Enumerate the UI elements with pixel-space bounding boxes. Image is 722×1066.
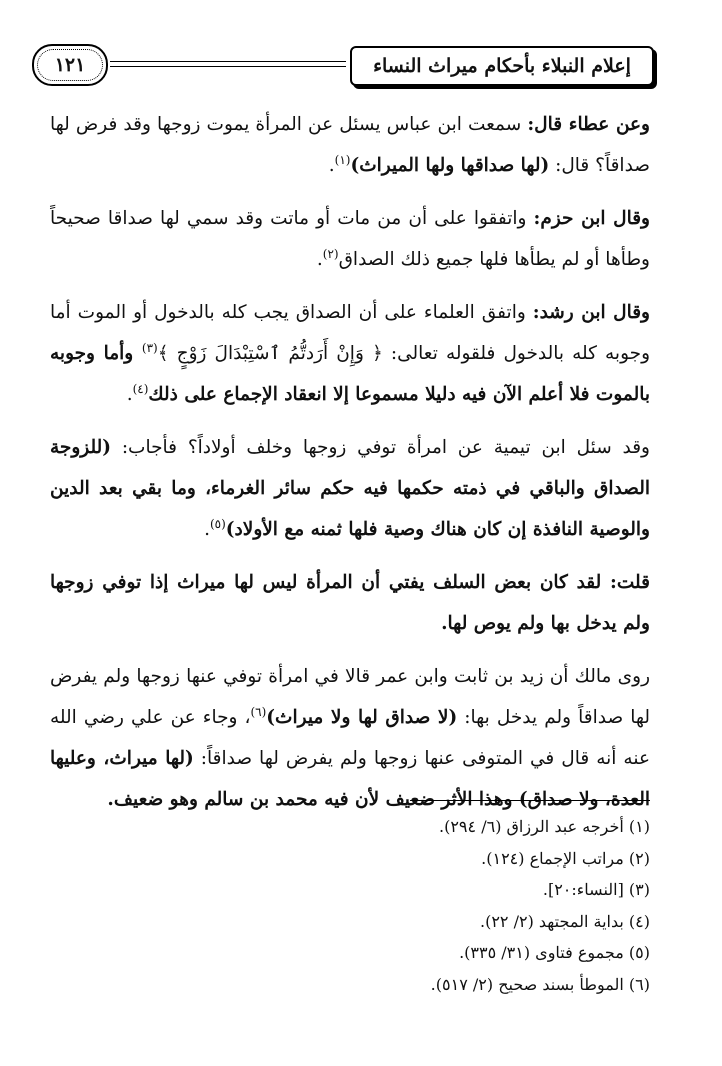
paragraph-text: سمعت ابن عباس يسئل عن المرأة يموت زوجها وقد فرض لها صداقاً؟ قال: <box>50 114 650 176</box>
header-rule-top <box>110 61 346 62</box>
paragraph-tail: . <box>204 519 210 540</box>
paragraph-tail: . <box>328 155 335 176</box>
paragraph-text: واتفق العلماء على أن الصداق يجب كله بالدخول أو الموت أما وجوبه كله بالدخول فلقوله تعالى: <box>50 302 651 364</box>
quote: (لها صداقها ولها الميراث) <box>350 155 550 176</box>
paragraph-text: وأما وجوبه بالموت فلا أعلم الآن فيه دليلا مسموعا إلا انعقاد الإجماع على ذلك <box>50 343 650 405</box>
paragraph-ibn-rushd <box>50 292 650 415</box>
paragraph-text: وقد سئل ابن تيمية عن امرأة توفي زوجها وخلف أولاداً؟ فأجاب: <box>111 437 650 458</box>
paragraph-malik <box>50 656 650 820</box>
footnote-5: (٥) مجموع فتاوى (٣١/ ٣٣٥). <box>459 943 650 962</box>
footnote-ref: (٢) <box>322 246 339 261</box>
book-title-frame <box>350 46 654 86</box>
footnote-4: (٤) بداية المجتهد (٢/ ٢٢). <box>479 911 650 931</box>
footnote-1: (١) أخرجه عبد الرزاق (٦/ ٢٩٤). <box>439 817 650 836</box>
paragraph-tail: . <box>126 384 133 405</box>
footnote-ref: (٥) <box>209 516 226 531</box>
paragraph-lead: وقال ابن رشد: <box>532 302 650 323</box>
paragraph-text: لقد كان بعض السلف يفتي أن المرأة ليس لها ميراث إذا توفي زوجها ولم يدخل بها ولم يوص لها. <box>50 572 650 634</box>
paragraph-text: ، وجاء عن علي رضي الله عنه أنه قال في المتوفى عنها زوجها ولم يفرض لها صداقاً: <box>50 707 650 769</box>
paragraph-text: روى مالك أن زيد بن ثابت وابن عمر قالا في امرأة توفي عنها زوجها ولم يفرض لها صداقاً ولم يدخل بها: <box>50 666 650 728</box>
paragraph-ibn-hazm <box>50 198 650 280</box>
paragraph-ibn-taymiyya <box>50 427 650 550</box>
footnote-3: (٣) [النساء:٢٠]. <box>542 880 650 899</box>
page-number: ١٢١ <box>54 54 86 76</box>
page-number-badge <box>32 44 108 86</box>
paragraph-ata <box>50 104 650 186</box>
footnote-ref: (٣) <box>141 340 158 355</box>
footnotes <box>50 800 650 1000</box>
paragraph-lead: وعن عطاء قال: <box>527 114 650 135</box>
quran-verse: ﴿ وَإِنْ أَرَدتُّمُ ٱسْتِبْدَالَ زَوْجٍ ﴾ <box>157 343 383 364</box>
footnote-separator <box>410 800 650 801</box>
paragraph-lead: قلت: <box>610 572 650 593</box>
paragraph-text: وهذا الأثر ضعيف لأن فيه محمد بن سالم وهو ضعيف. <box>107 789 519 810</box>
page-body <box>50 104 650 832</box>
quote: (للزوجة الصداق والباقي في ذمته حكمها فيه حكم سائر الغرماء، وما بقي بعد الدين والوصية النافذة إن كان هناك وصية فلها ثمنه مع الأولاد) <box>50 437 650 540</box>
paragraph-lead: وقال ابن حزم: <box>533 208 650 229</box>
footnote-2: (٢) مراتب الإجماع (١٢٤). <box>481 848 650 868</box>
footnote-6: (٦) الموطأ بسند صحيح (٢/ ٥١٧). <box>430 974 650 994</box>
book-title: إعلام النبلاء بأحكام ميراث النساء <box>373 55 631 77</box>
quote: (لها ميراث، وعليها العدة، ولا صداق) <box>50 748 650 810</box>
page-header <box>32 40 654 88</box>
paragraph-author-note <box>50 562 650 644</box>
header-rule-bottom <box>110 66 346 67</box>
footnote-ref: (٦) <box>250 704 267 719</box>
footnote-ref: (٤) <box>132 381 149 396</box>
paragraph-text: واتفقوا على أن من مات أو ماتت وقد سمي لها صداقا صحيحاً وطأها أو لم يطأها فلها جميع ذلك الصداق <box>50 208 650 270</box>
paragraph-tail: . <box>316 249 323 270</box>
footnote-ref: (١) <box>334 152 351 167</box>
quote: (لا صداق لها ولا ميراث) <box>266 707 458 728</box>
